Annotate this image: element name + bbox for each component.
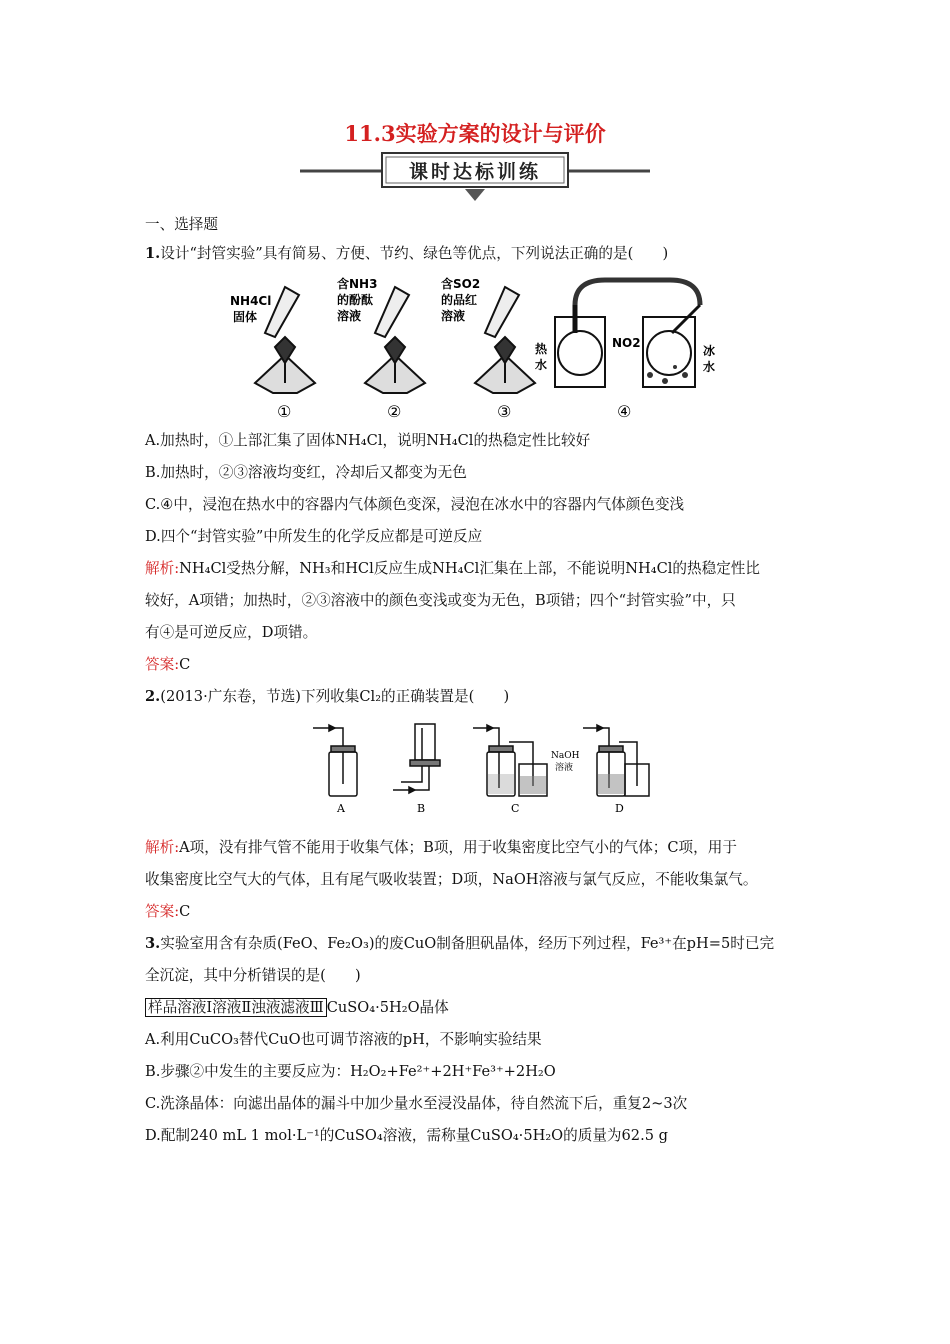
svg-text:水: 水 [535,358,548,372]
page-title: 11.3实验方案的设计与评价 [344,121,606,146]
svg-text:A: A [337,802,345,815]
svg-text:NO2: NO2 [612,336,641,350]
svg-text:的酚酞: 的酚酞 [337,293,374,307]
analysis-line [145,559,760,579]
analysis-label: 解析: [145,839,180,856]
analysis-text: A项，没有排气管不能用于收集气体；B项，用于收集密度比空气小的气体；C项，用于 [179,839,737,856]
analysis-label: 解析: [145,560,180,577]
section-banner [300,151,650,203]
svg-text:NH4Cl: NH4Cl [230,294,272,308]
sealed-tube-figure [225,275,735,421]
option-d: D.四个“封管实验”中所发生的化学反应都是可逆反应 [145,528,483,545]
question-number: 1. [145,245,161,262]
svg-text:的品红: 的品红 [441,293,478,307]
svg-text:④: ④ [617,402,632,421]
answer-label: 答案: [145,656,180,673]
svg-text:热: 热 [535,342,548,356]
option-a: A.利用CuCO₃替代CuO也可调节溶液的pH，不影响实验结果 [145,1031,542,1048]
svg-text:含SO2: 含SO2 [441,277,481,291]
option-c: C.洗涤晶体：向滤出晶体的漏斗中加少量水至浸没晶体，待自然流下后，重复2~3次 [145,1095,688,1112]
question-3 [145,934,774,954]
svg-text:①: ① [277,402,292,421]
svg-text:含NH3: 含NH3 [337,277,378,291]
svg-text:溶液: 溶液 [555,763,574,773]
analysis-line: 有④是可逆反应，D项错。 [145,624,318,641]
question-number: 2. [145,688,161,705]
question-stem: (2013·广东卷，节选)下列收集Cl₂的正确装置是( ) [160,688,510,705]
answer-label: 答案: [145,903,180,920]
svg-text:NaOH: NaOH [551,751,580,761]
svg-text:③: ③ [497,402,512,421]
analysis-text: NH₄Cl受热分解，NH₃和HCl反应生成NH₄Cl汇集在上部，不能说明NH₄Cl的热稳定性比 [179,560,760,577]
option-b: B.步骤②中发生的主要反应为：H₂O₂+Fe²⁺+2H⁺Fe³⁺+2H₂O [145,1063,556,1080]
svg-text:固体: 固体 [233,310,258,324]
question-2 [145,687,509,707]
svg-text:冰: 冰 [703,344,716,358]
option-a: A.加热时，①上部汇集了固体NH₄Cl，说明NH₄Cl的热稳定性比较好 [145,432,591,449]
question-number: 3. [145,935,161,952]
gas-collection-figure [305,716,650,816]
option-d: D.配制240 mL 1 mol·L⁻¹的CuSO₄溶液，需称量CuSO₄·5H₂O的质量为62.5 g [145,1127,668,1144]
svg-text:D: D [615,802,624,815]
svg-text:溶液: 溶液 [441,309,466,323]
question-stem: 设计“封管实验”具有简易、方便、节约、绿色等优点，下列说法正确的是( ) [160,245,669,262]
svg-text:溶液: 溶液 [337,309,362,323]
section-heading: 一、选择题 [145,216,218,233]
question-stem-cont: 全沉淀，其中分析错误的是( ) [145,967,361,984]
answer-line [145,655,190,675]
answer-value: C [179,903,191,920]
analysis-line: 较好，A项错；加热时，②③溶液中的颜色变浅或变为无色，B项错；四个“封管实验”中，只 [145,592,736,609]
analysis-line [145,838,737,858]
flow-box: 样品溶液Ⅰ溶液Ⅱ浊液滤液Ⅲ [145,998,327,1017]
option-c: C.④中，浸泡在热水中的容器内气体颜色变深，浸泡在冰水中的容器内气体颜色变浅 [145,496,685,513]
option-b: B.加热时，②③溶液均变红，冷却后又都变为无色 [145,464,467,481]
svg-text:B: B [417,802,426,815]
question-1 [145,244,668,264]
analysis-line: 收集密度比空气大的气体，且有尾气吸收装置；D项，NaOH溶液与氯气反应，不能收集氯气。 [145,871,758,888]
banner-text: 课时达标训练 [408,161,542,183]
question-stem: 实验室用含有杂质(FeO、Fe₂O₃)的废CuO制备胆矾晶体，经历下列过程，Fe³⁺在pH=5时已完 [160,935,775,952]
svg-text:水: 水 [703,360,716,374]
svg-text:②: ② [387,402,402,421]
flow-product: CuSO₄·5H₂O晶体 [326,999,449,1016]
svg-text:C: C [511,802,520,815]
answer-value: C [179,656,191,673]
answer-line [145,902,190,922]
flow-diagram [145,998,449,1018]
